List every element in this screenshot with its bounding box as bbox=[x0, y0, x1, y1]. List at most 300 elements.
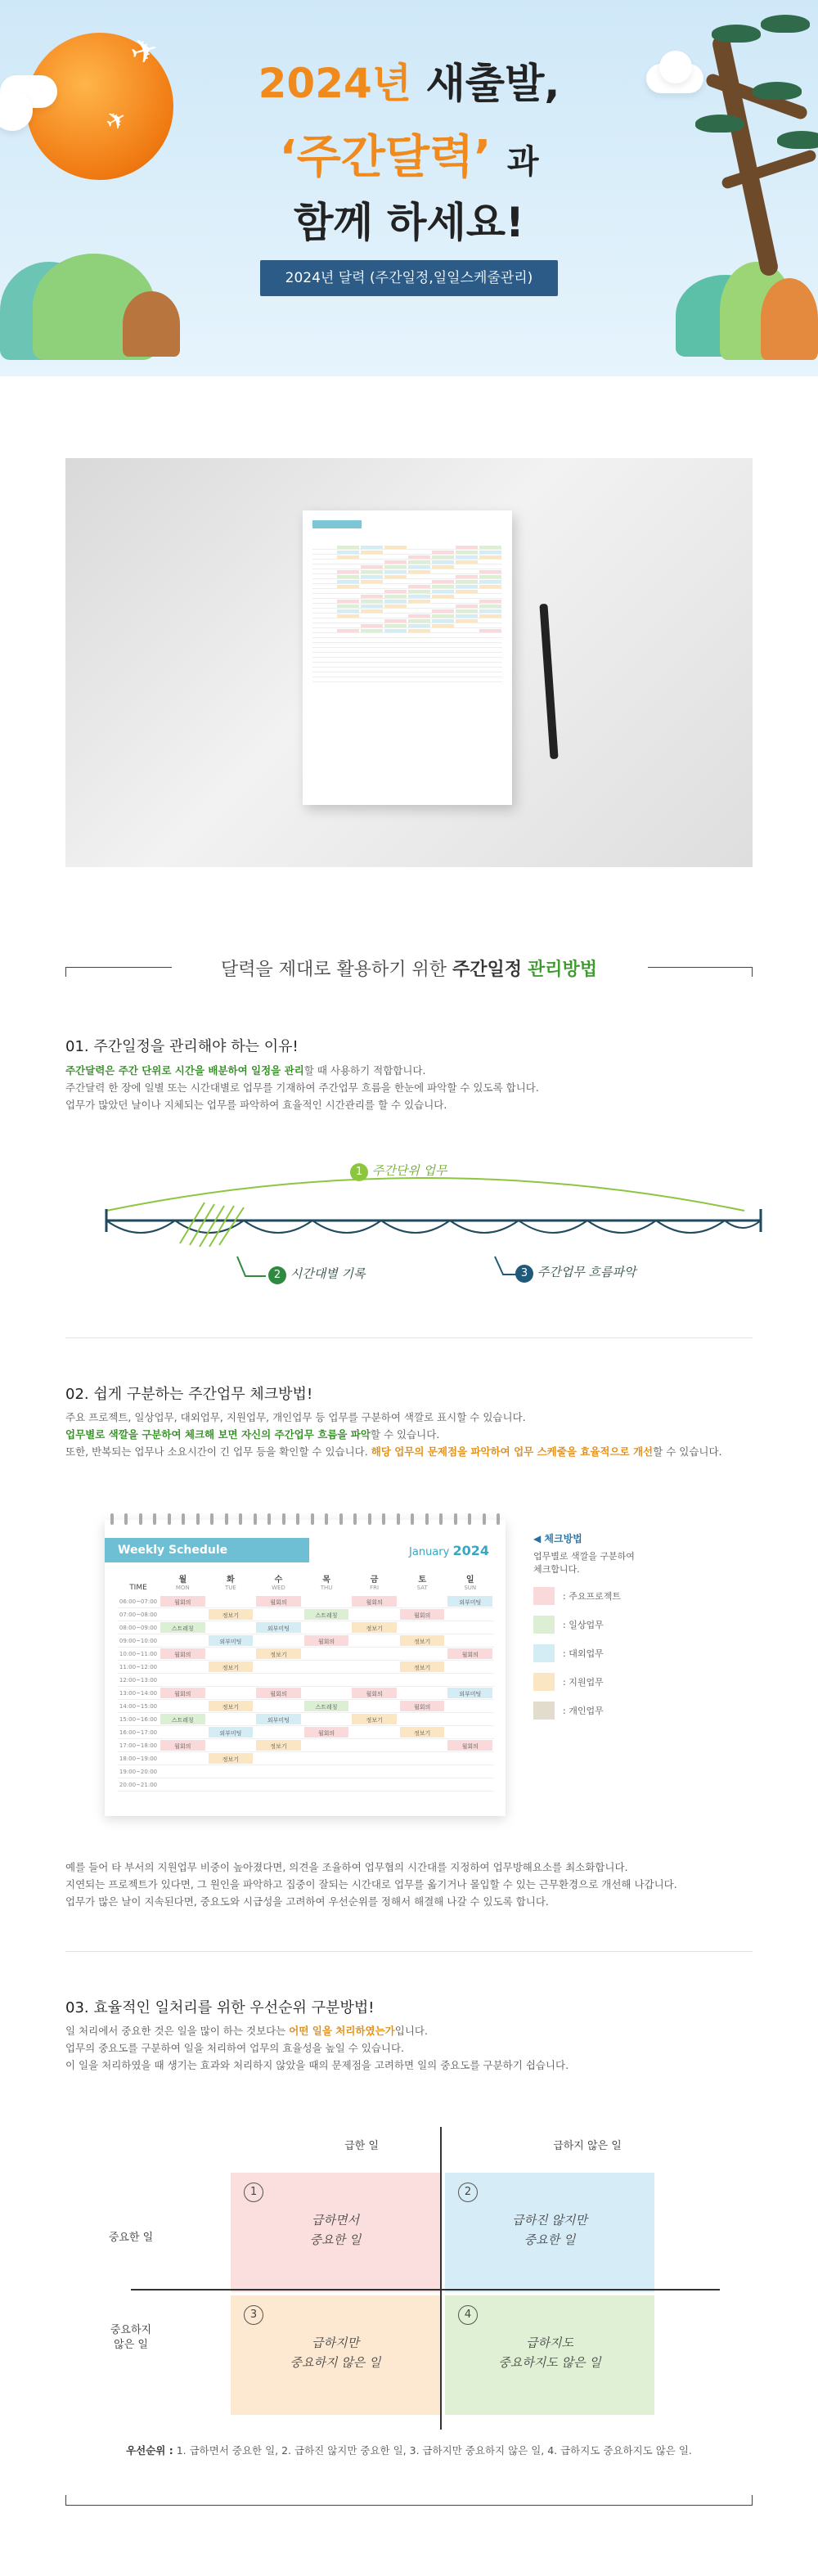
schedule-cell bbox=[256, 1753, 301, 1764]
s1-p3: 업무가 많았던 날이나 지체되는 업무를 파악하여 효율적인 시간관리를 할 수 있습니다. bbox=[65, 1099, 447, 1111]
schedule-cell: 스트레칭 bbox=[160, 1714, 205, 1724]
schedule-cell bbox=[352, 1661, 397, 1672]
quadrant-1-line2: 중요한 일 bbox=[309, 2232, 362, 2247]
mockup-row bbox=[312, 609, 502, 614]
s2-p1: 주요 프로젝트, 일상업무, 대외업무, 지원업무, 개인업무 등 업무를 구분하여 색깔로 표시할 수 있습니다. bbox=[65, 1411, 526, 1423]
schedule-cell: 정보기 bbox=[209, 1661, 254, 1672]
schedule-cell bbox=[352, 1779, 397, 1790]
schedule-row bbox=[118, 1739, 494, 1752]
legend-item bbox=[533, 1587, 697, 1605]
s2-p6: 업무가 많은 날이 지속된다면, 중요도와 시급성을 고려하여 우선순위를 정해서 해결해 나갈 수 있도록 합니다. bbox=[65, 1895, 549, 1908]
day-ko: 목 bbox=[322, 1576, 330, 1585]
hill-illustration bbox=[761, 278, 818, 360]
schedule-cell bbox=[256, 1727, 301, 1738]
mockup-row bbox=[312, 619, 502, 623]
section-divider bbox=[65, 1951, 753, 1952]
schedule-cell: 월회의 bbox=[256, 1688, 301, 1698]
schedule-cell bbox=[400, 1753, 445, 1764]
mockup-row bbox=[312, 546, 502, 550]
calendar-month-name: January bbox=[409, 1546, 450, 1558]
s3-body bbox=[65, 2022, 753, 2074]
day-ko: 금 bbox=[370, 1576, 379, 1585]
schedule-cell bbox=[160, 1635, 205, 1646]
schedule-cell: 스트레칭 bbox=[304, 1609, 349, 1620]
schedule-cell bbox=[400, 1779, 445, 1790]
schedule-cell bbox=[304, 1648, 349, 1659]
time-slot: 10:00~11:00 bbox=[119, 1651, 158, 1657]
quadrant-3 bbox=[231, 2295, 440, 2415]
mockup-row bbox=[312, 639, 502, 643]
schedule-cell bbox=[447, 1622, 492, 1633]
schedule-cell bbox=[352, 1701, 397, 1711]
day-ko: 일 bbox=[465, 1576, 474, 1585]
legend-label: : 주요프로젝트 bbox=[563, 1591, 621, 1602]
s2-p3-orange: 해당 업무의 문제점을 파악하여 업무 스케줄을 효율적으로 개선 bbox=[371, 1445, 654, 1458]
day-ko: 수 bbox=[274, 1576, 283, 1585]
mockup-row bbox=[312, 663, 502, 668]
mockup-row bbox=[312, 565, 502, 569]
mockup-row bbox=[312, 668, 502, 672]
mockup-row bbox=[312, 560, 502, 564]
product-photo bbox=[65, 458, 753, 867]
schedule-cell bbox=[256, 1609, 301, 1620]
schedule-cell bbox=[352, 1648, 397, 1659]
day-header bbox=[159, 1572, 207, 1595]
col-not-urgent-label: 급하지 않은 일 bbox=[553, 2140, 622, 2152]
legend-items bbox=[533, 1587, 697, 1720]
legend-swatch bbox=[533, 1587, 555, 1605]
matrix-horizontal-axis bbox=[131, 2289, 720, 2291]
time-slot: 19:00~20:00 bbox=[119, 1769, 158, 1775]
schedule-cell: 외부미팅 bbox=[256, 1714, 301, 1724]
schedule-cell bbox=[400, 1622, 445, 1633]
time-slot: 08:00~09:00 bbox=[119, 1625, 158, 1631]
hero-headline-line1 bbox=[213, 51, 605, 110]
schedule-cell bbox=[400, 1648, 445, 1659]
schedule-cell bbox=[304, 1753, 349, 1764]
s2-p5: 지연되는 프로젝트가 있다면, 그 원인을 파악하고 집중이 잘되는 시간대로 업무를 옮기거나 몰입할 수 있는 근무환경으로 개선해 나갑니다. bbox=[65, 1878, 677, 1890]
time-slot: 15:00~16:00 bbox=[119, 1716, 158, 1723]
legend-title: ◀ 체크방법 bbox=[533, 1533, 582, 1544]
schedule-cell: 정보기 bbox=[209, 1609, 254, 1620]
label-2-text: 시간대별 기록 bbox=[290, 1266, 366, 1281]
mockup-row bbox=[312, 575, 502, 579]
calendar-month bbox=[409, 1543, 489, 1558]
schedule-cell bbox=[256, 1675, 301, 1685]
schedule-cell bbox=[209, 1648, 254, 1659]
legend-label: : 지원업무 bbox=[563, 1677, 604, 1688]
col-urgent-label: 급한 일 bbox=[344, 2140, 379, 2152]
hero-year: 2024년 bbox=[258, 60, 412, 107]
schedule-cell: 정보기 bbox=[256, 1740, 301, 1751]
schedule-row bbox=[118, 1648, 494, 1661]
schedule-cell bbox=[209, 1779, 254, 1790]
schedule-row bbox=[118, 1621, 494, 1634]
schedule-cell: 정보기 bbox=[400, 1661, 445, 1672]
schedule-cell: 월회의 bbox=[160, 1596, 205, 1607]
row-not-important-line1: 중요하지 bbox=[110, 2324, 152, 2336]
pine-needles bbox=[761, 15, 810, 33]
legend-item bbox=[533, 1702, 697, 1720]
schedule-cell bbox=[160, 1675, 205, 1685]
schedule-cell bbox=[304, 1766, 349, 1777]
time-slot: 07:00~08:00 bbox=[119, 1612, 158, 1618]
schedule-cell: 외부미팅 bbox=[447, 1596, 492, 1607]
mockup-row bbox=[312, 634, 502, 638]
mockup-row bbox=[312, 654, 502, 658]
schedule-cell bbox=[304, 1688, 349, 1698]
legend-swatch bbox=[533, 1644, 555, 1662]
schedule-cell bbox=[352, 1766, 397, 1777]
schedule-row bbox=[118, 1674, 494, 1687]
section-title-green: 관리방법 bbox=[528, 960, 598, 980]
schedule-cell: 월회의 bbox=[256, 1596, 301, 1607]
day-en: MON bbox=[175, 1585, 190, 1591]
s1-p1-rest: 할 때 사용하기 적합합니다. bbox=[303, 1064, 426, 1077]
section-title bbox=[65, 951, 753, 983]
legend-label: : 일상업무 bbox=[563, 1620, 604, 1630]
section-title-prefix: 달력을 제대로 활용하기 위한 bbox=[220, 960, 452, 980]
schedule-cell bbox=[209, 1622, 254, 1633]
calendar-year: 2024 bbox=[452, 1543, 489, 1558]
pine-needles bbox=[695, 115, 744, 133]
s2-p2-green: 업무별로 색깔을 구분하여 체크해 보면 자신의 주간업무 흐름을 파악 bbox=[65, 1428, 371, 1441]
timeline-hatch bbox=[180, 1203, 244, 1247]
label-1-text: 주간단위 업무 bbox=[371, 1163, 447, 1178]
bottom-rule bbox=[65, 2505, 753, 2506]
time-slot: 18:00~19:00 bbox=[119, 1756, 158, 1762]
schedule-cell bbox=[209, 1596, 254, 1607]
s2-p3-pre: 또한, 반복되는 업무나 소요시간이 긴 업무 등을 확인할 수 있습니다. bbox=[65, 1445, 371, 1458]
schedule-cell: 정보기 bbox=[400, 1635, 445, 1646]
mockup-row bbox=[312, 673, 502, 677]
mockup-row bbox=[312, 644, 502, 648]
timeline-day-loops bbox=[106, 1221, 761, 1233]
s1-body bbox=[65, 1062, 753, 1113]
schedule-cell bbox=[256, 1661, 301, 1672]
quadrant-4 bbox=[445, 2295, 654, 2415]
quadrant-2-line2: 중요한 일 bbox=[524, 2232, 576, 2247]
quadrant-1-text bbox=[231, 2210, 440, 2250]
schedule-cell: 스트레칭 bbox=[160, 1622, 205, 1633]
time-slot: 13:00~14:00 bbox=[119, 1690, 158, 1697]
legend-item bbox=[533, 1673, 697, 1691]
schedule-cell bbox=[304, 1661, 349, 1672]
schedule-cell: 월회의 bbox=[400, 1609, 445, 1620]
mockup-row bbox=[312, 629, 502, 633]
time-column-label: TIME bbox=[129, 1584, 147, 1592]
mockup-row bbox=[312, 555, 502, 560]
schedule-row bbox=[118, 1778, 494, 1792]
schedule-row bbox=[118, 1765, 494, 1778]
quadrant-2-number: 2 bbox=[458, 2183, 478, 2202]
hill-illustration bbox=[123, 291, 180, 357]
time-slot: 16:00~17:00 bbox=[119, 1729, 158, 1736]
schedule-cell: 월회의 bbox=[447, 1648, 492, 1659]
quadrant-3-line2: 중요하지 않은 일 bbox=[290, 2355, 381, 2370]
schedule-row bbox=[118, 1752, 494, 1765]
legend-desc-line1: 업무별로 색깔을 구분하여 bbox=[533, 1551, 635, 1562]
schedule-cell: 외부미팅 bbox=[209, 1635, 254, 1646]
time-slot: 17:00~18:00 bbox=[119, 1742, 158, 1749]
label-3-number: 3 bbox=[515, 1265, 533, 1283]
s1-p2: 주간달력 한 장에 일별 또는 시간대별로 업무를 기재하여 주간업무 흐름을 한눈에 파악할 수 있도록 합니다. bbox=[65, 1081, 539, 1094]
quadrant-1-number: 1 bbox=[244, 2183, 263, 2202]
schedule-cell: 월회의 bbox=[352, 1596, 397, 1607]
schedule-cell bbox=[160, 1661, 205, 1672]
label-2-number: 2 bbox=[268, 1266, 286, 1284]
s3-p1-orange: 어떤 일을 처리하였는가 bbox=[289, 2025, 395, 2037]
quadrant-1 bbox=[231, 2173, 440, 2292]
schedule-row bbox=[118, 1726, 494, 1739]
bottom-rule-tick bbox=[752, 2495, 753, 2505]
schedule-cell bbox=[352, 1727, 397, 1738]
schedule-cell bbox=[447, 1727, 492, 1738]
label-1-number: 1 bbox=[350, 1163, 368, 1181]
day-en: FRI bbox=[370, 1585, 380, 1591]
schedule-cell bbox=[160, 1727, 205, 1738]
pine-needles bbox=[777, 131, 818, 149]
mockup-title-bar bbox=[312, 520, 362, 528]
quadrant-4-line1: 급하지도 bbox=[526, 2335, 573, 2350]
pine-tree-illustration bbox=[711, 34, 780, 277]
day-header bbox=[303, 1572, 351, 1595]
s3-p3: 이 일을 처리하였을 때 생기는 효과와 처리하지 않았을 때의 문제점을 고려하면 일의 중요도를 구분하기 쉽습니다. bbox=[65, 2059, 569, 2071]
schedule-cell bbox=[304, 1596, 349, 1607]
quadrant-3-line1: 급하지만 bbox=[312, 2335, 359, 2350]
legend-label: : 개인업무 bbox=[563, 1706, 604, 1716]
schedule-cell bbox=[447, 1609, 492, 1620]
schedule-cell bbox=[160, 1766, 205, 1777]
quadrant-2-text bbox=[445, 2210, 654, 2250]
legend-description bbox=[533, 1550, 697, 1576]
priority-label: 우선순위 : bbox=[126, 2444, 173, 2457]
schedule-cell bbox=[209, 1740, 254, 1751]
schedule-cell: 정보기 bbox=[209, 1701, 254, 1711]
schedule-cell: 월회의 bbox=[352, 1688, 397, 1698]
calendar-grid bbox=[118, 1572, 494, 1792]
section-title-bold: 주간일정 bbox=[452, 960, 522, 980]
schedule-cell: 월회의 bbox=[400, 1701, 445, 1711]
schedule-cell: 스트레칭 bbox=[304, 1701, 349, 1711]
priority-matrix bbox=[82, 2127, 736, 2430]
schedule-cell bbox=[209, 1675, 254, 1685]
mockup-row bbox=[312, 570, 502, 574]
day-ko: 토 bbox=[418, 1576, 427, 1585]
arrow-2 bbox=[237, 1257, 266, 1276]
schedule-row bbox=[118, 1661, 494, 1674]
schedule-cell bbox=[256, 1766, 301, 1777]
section-title-text bbox=[65, 955, 753, 981]
row-not-important-line2: 않은 일 bbox=[114, 2339, 148, 2351]
time-slot: 06:00~07:00 bbox=[119, 1598, 158, 1605]
label-3-text: 주간업무 흐름파악 bbox=[537, 1265, 636, 1279]
hero-banner bbox=[0, 0, 818, 376]
calendar-title: Weekly Schedule bbox=[105, 1538, 309, 1562]
schedule-cell: 월회의 bbox=[160, 1688, 205, 1698]
schedule-cell bbox=[447, 1779, 492, 1790]
mockup-row bbox=[312, 614, 502, 618]
day-en: WED bbox=[272, 1585, 285, 1591]
calendar-paper-mockup bbox=[303, 510, 512, 805]
day-ko: 화 bbox=[227, 1576, 235, 1585]
timeline-label-1 bbox=[350, 1162, 447, 1181]
crane-illustration: ✈ bbox=[100, 103, 133, 138]
hero-headline-line2 bbox=[213, 121, 605, 187]
schedule-cell: 월회의 bbox=[304, 1727, 349, 1738]
mockup-row bbox=[312, 678, 502, 682]
mockup-row bbox=[312, 605, 502, 609]
hero-quote: ‘주간달력’ bbox=[279, 131, 492, 184]
schedule-cell bbox=[160, 1753, 205, 1764]
quadrant-3-text bbox=[231, 2333, 440, 2372]
hero-headline-line3: 함께 하세요! bbox=[294, 199, 524, 246]
schedule-cell bbox=[256, 1635, 301, 1646]
quadrant-2-line1: 급하진 않지만 bbox=[512, 2213, 587, 2228]
s1-p1-green: 주간달력은 주간 단위로 시간을 배분하여 일정을 관리 bbox=[65, 1064, 304, 1077]
row-important-label: 중요한 일 bbox=[108, 2232, 154, 2244]
pine-branch bbox=[721, 149, 817, 190]
section-divider bbox=[65, 1337, 753, 1338]
schedule-cell: 월회의 bbox=[160, 1740, 205, 1751]
day-en: SAT bbox=[416, 1585, 428, 1591]
schedule-row bbox=[118, 1595, 494, 1608]
priority-order bbox=[82, 2443, 736, 2457]
mockup-row bbox=[312, 551, 502, 555]
s2-heading: 02. 쉽게 구분하는 주간업무 체크방법! bbox=[65, 1386, 313, 1403]
schedule-cell bbox=[400, 1675, 445, 1685]
mockup-row bbox=[312, 600, 502, 604]
schedule-cell bbox=[400, 1740, 445, 1751]
hero-badge: 2024년 달력 (주간일정,일일스케줄관리) bbox=[260, 260, 558, 296]
schedule-cell: 외부미팅 bbox=[447, 1688, 492, 1698]
s3-p2: 업무의 중요도를 구분하여 일을 처리하여 업무의 효율성을 높일 수 있습니다. bbox=[65, 2042, 405, 2054]
s1-heading: 01. 주간일정을 관리해야 하는 이유! bbox=[65, 1038, 299, 1055]
pine-needles bbox=[712, 25, 761, 43]
time-slot: 11:00~12:00 bbox=[119, 1664, 158, 1670]
day-header bbox=[254, 1572, 303, 1595]
schedule-cell bbox=[304, 1779, 349, 1790]
calendar-header-row bbox=[118, 1572, 494, 1595]
timeline-label-3 bbox=[515, 1263, 636, 1283]
schedule-row bbox=[118, 1713, 494, 1726]
schedule-cell bbox=[352, 1609, 397, 1620]
quadrant-4-line2: 중요하지도 않은 일 bbox=[498, 2355, 601, 2370]
mockup-row bbox=[312, 580, 502, 584]
mockup-row bbox=[312, 590, 502, 594]
weekly-schedule-sample bbox=[105, 1520, 506, 1816]
s3-p1-pre: 일 처리에서 중요한 것은 일을 많이 하는 것보다는 bbox=[65, 2025, 290, 2037]
mockup-row bbox=[312, 624, 502, 628]
schedule-cell: 정보기 bbox=[209, 1753, 254, 1764]
s2-body bbox=[65, 1409, 753, 1460]
crane-illustration: ✈ bbox=[126, 29, 163, 74]
s2-p3-post: 할 수 있습니다. bbox=[653, 1445, 722, 1458]
schedule-cell bbox=[160, 1779, 205, 1790]
schedule-cell bbox=[352, 1635, 397, 1646]
cloud-illustration bbox=[659, 51, 692, 83]
s2-p2-rest: 할 수 있습니다. bbox=[370, 1428, 440, 1441]
day-en: THU bbox=[320, 1585, 333, 1591]
schedule-cell bbox=[256, 1701, 301, 1711]
hero-line2-rest: 과 bbox=[506, 143, 539, 181]
calendar-body bbox=[118, 1595, 494, 1792]
mockup-row bbox=[312, 595, 502, 599]
bottom-rule-tick bbox=[65, 2495, 66, 2505]
time-slot: 12:00~13:00 bbox=[119, 1677, 158, 1684]
day-header bbox=[350, 1572, 398, 1595]
schedule-cell bbox=[352, 1753, 397, 1764]
day-header bbox=[446, 1572, 494, 1595]
mockup-rows bbox=[312, 546, 502, 682]
schedule-cell bbox=[352, 1675, 397, 1685]
schedule-cell bbox=[447, 1753, 492, 1764]
schedule-cell: 외부미팅 bbox=[256, 1622, 301, 1633]
legend-item bbox=[533, 1616, 697, 1634]
day-header bbox=[207, 1572, 255, 1595]
calendar-rings bbox=[105, 1513, 506, 1525]
schedule-cell: 외부미팅 bbox=[209, 1727, 254, 1738]
day-en: SUN bbox=[464, 1585, 477, 1591]
schedule-cell: 월회의 bbox=[447, 1740, 492, 1751]
mockup-row bbox=[312, 649, 502, 653]
schedule-cell bbox=[160, 1609, 205, 1620]
schedule-cell bbox=[400, 1688, 445, 1698]
schedule-cell bbox=[304, 1675, 349, 1685]
day-en: TUE bbox=[224, 1585, 236, 1591]
legend-desc-line2: 체크합니다. bbox=[533, 1564, 580, 1575]
schedule-cell bbox=[447, 1766, 492, 1777]
legend-label: : 대외업무 bbox=[563, 1648, 604, 1659]
pine-needles bbox=[753, 82, 802, 100]
quadrant-4-number: 4 bbox=[458, 2305, 478, 2325]
schedule-cell bbox=[352, 1740, 397, 1751]
legend-swatch bbox=[533, 1616, 555, 1634]
schedule-cell: 월회의 bbox=[160, 1648, 205, 1659]
schedule-cell bbox=[447, 1675, 492, 1685]
schedule-cell bbox=[447, 1661, 492, 1672]
schedule-cell bbox=[304, 1740, 349, 1751]
day-ko: 월 bbox=[178, 1576, 187, 1585]
legend-swatch bbox=[533, 1702, 555, 1720]
schedule-cell bbox=[400, 1714, 445, 1724]
schedule-cell: 정보기 bbox=[352, 1622, 397, 1633]
s3-heading: 03. 효율적인 일처리를 위한 우선순위 구분방법! bbox=[65, 1999, 375, 2016]
schedule-cell: 정보기 bbox=[400, 1727, 445, 1738]
schedule-row bbox=[118, 1634, 494, 1648]
schedule-cell bbox=[304, 1622, 349, 1633]
priority-text: 1. 급하면서 중요한 일, 2. 급하진 않지만 중요한 일, 3. 급하지만 중요하지 않은 일, 4. 급하지도 중요하지도 않은 일. bbox=[173, 2444, 692, 2457]
s2-body-2 bbox=[65, 1859, 753, 1910]
quadrant-3-number: 3 bbox=[244, 2305, 263, 2325]
schedule-cell: 월회의 bbox=[304, 1635, 349, 1646]
schedule-cell bbox=[447, 1701, 492, 1711]
schedule-cell: 정보기 bbox=[256, 1648, 301, 1659]
schedule-cell bbox=[209, 1714, 254, 1724]
quadrant-4-text bbox=[445, 2333, 654, 2372]
matrix-vertical-axis bbox=[440, 2127, 442, 2430]
schedule-cell bbox=[256, 1779, 301, 1790]
schedule-row bbox=[118, 1700, 494, 1713]
schedule-cell bbox=[400, 1596, 445, 1607]
s2-p4: 예를 들어 타 부서의 지원업무 비중이 높아졌다면, 의견을 조율하여 업무협의 시간대를 지정하여 업무방해요소를 최소화합니다. bbox=[65, 1861, 628, 1873]
time-slot: 20:00~21:00 bbox=[119, 1782, 158, 1788]
mockup-row bbox=[312, 659, 502, 663]
schedule-row bbox=[118, 1608, 494, 1621]
hero-line1-rest: 새출발, bbox=[411, 60, 560, 107]
time-slot: 09:00~10:00 bbox=[119, 1638, 158, 1644]
day-header bbox=[398, 1572, 447, 1595]
